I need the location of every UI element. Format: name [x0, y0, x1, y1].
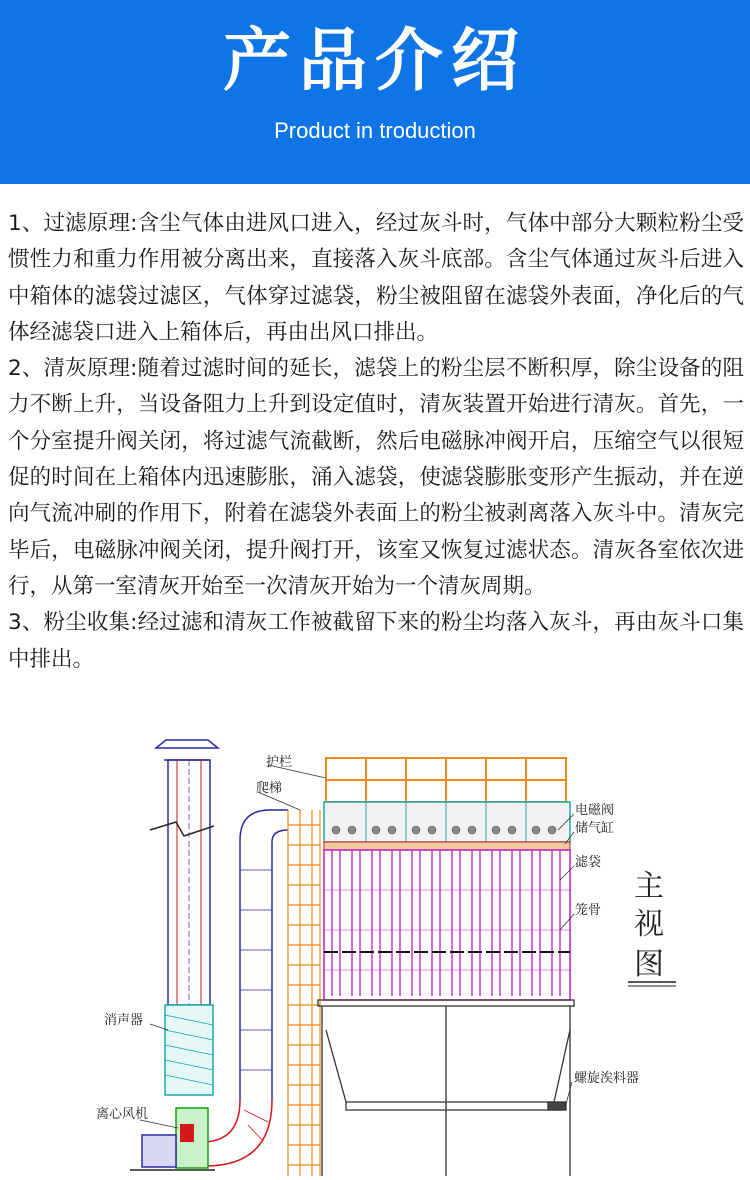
front-view-diagram — [0, 730, 750, 1176]
muffler — [165, 1005, 213, 1095]
label-filter-bag: 滤袋 — [575, 855, 602, 870]
header-banner — [0, 0, 750, 184]
paragraph-filtration: 1、过滤原理:含尘气体由进风口进入，经过灰斗时，气体中部分大颗粒粉尘受惯性力和重力作用被分离出来，直接落入灰斗底部。含尘气体通过灰斗后进入中箱体的滤袋过滤区，气体穿过滤袋，粉尘被阻留在滤袋外表面，净化后的气体经滤袋口进入上箱体后，再由出风口排出。 — [8, 211, 744, 345]
upper-box — [324, 802, 570, 850]
label-air-tank: 储气缸 — [575, 821, 615, 836]
intro-text — [8, 206, 744, 678]
ladder — [288, 810, 320, 1176]
paragraph-cleaning: 2、清灰原理:随着过滤时间的延长，滤袋上的粉尘层不断积厚，除尘设备的阻力不断上升，当设备阻力上升到设定值时，清灰装置开始进行清灰。首先，一个分室提升阀关闭，将过滤气流截断，然后电磁脉冲阀开启，压缩空气以很短促的时间在上箱体内迅速膨胀，涌入滤袋，使滤袋膨胀变形产生振动，并在逆向气流冲刷的作用下，附着在滤袋外表面上的粉尘被剥离落入灰斗中。清灰完毕后，电磁脉冲阀关闭，提升阀打开，该室又恢复过滤状态。清灰各室依次进行，从第一室清灰开始至一次清灰开始为一个清灰周期。 — [8, 356, 744, 599]
view-title-char-1: 主 — [634, 869, 664, 904]
label-solenoid-valve: 电磁阀 — [575, 803, 615, 818]
page-title: 产品介绍 — [222, 22, 527, 101]
page-subtitle: Product in troduction — [274, 118, 476, 143]
exhaust-stack — [150, 740, 218, 1005]
label-cage: 笼骨 — [575, 903, 602, 918]
filter-bag-area — [324, 850, 570, 1000]
label-fan: 离心风机 — [96, 1107, 149, 1122]
label-ladder: 爬梯 — [256, 781, 283, 796]
railing — [326, 758, 566, 802]
label-muffler: 消声器 — [104, 1013, 144, 1028]
view-title-char-3: 图 — [634, 947, 664, 982]
diagram-svg — [0, 730, 750, 1176]
hopper — [318, 1000, 574, 1176]
paragraph-collection: 3、粉尘收集:经过滤和清灰工作被截留下来的粉尘均落入灰斗，再由灰斗口集中排出。 — [8, 610, 744, 672]
duct — [205, 810, 288, 1166]
label-screw-conveyor: 螺旋涘料器 — [574, 1071, 640, 1086]
label-railing: 护栏 — [266, 755, 293, 770]
view-title-char-2: 视 — [634, 907, 664, 942]
